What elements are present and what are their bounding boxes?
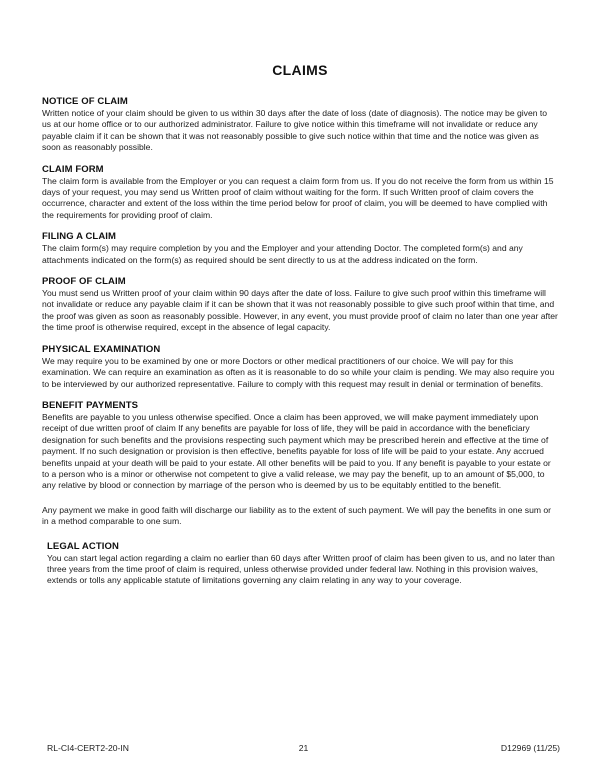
section-paragraph: Benefits are payable to you unless otherwise specified. Once a claim has been approved, we will make payment immediately upon receipt of due written proof of claim If any benefits are payable for loss of life, they will be paid in accordance with the beneficiary designation for such benefits and the provisions respecting such payment which may be prescribed herein and effective at the time of payment. If no such designation or provision is then effective, benefits payable for loss of life will be paid to your estate. Any accrued benefits unpaid at your death will be paid to your estate. All other benefits will be paid to you. If any benefit is payable to your estate or to a person who is a minor or otherwise not competent to give a valid release, we may pay the benefit, up to an amount of $5,000, to any relative by blood or connection by marriage of the person who is deemed by us to be equitably entitled to the benefit. bbox=[42, 411, 551, 491]
page-title: CLAIMS bbox=[272, 62, 328, 78]
section-paragraph: The claim form is available from the Employer or you can request a claim form from us. If you do not receive the form from us within 15 days of your request, you may send us Written proof of claim without waiting for the form. If such Written proof of claim covers the occurrence, character and extent of the loss within the time period below for proof of claim, you will be deemed to have complied with the requirements for providing proof of claim. bbox=[42, 175, 554, 220]
section-paragraph: You must send us Written proof of your claim within 90 days after the date of loss. Failure to give such proof within this timeframe will not invalidate or reduce any payable claim if it can be shown that it was not reasonably possible to give such proof within that time, and the proof was given as soon as reasonably possible. However, in any event, you must provide proof of claim no later than one year after the time proof is otherwise required, except in the absence of legal capacity. bbox=[42, 288, 558, 333]
section-notice-of-claim bbox=[42, 96, 558, 154]
section-benefit-payments bbox=[42, 400, 558, 528]
footer-doc-code: D12969 (11/25) bbox=[500, 743, 560, 753]
section-paragraph: You can start legal action regarding a claim no earlier than 60 days after Written proof of claim has been given to us, and no later than three years from the time proof of claim is required, unless otherwise provided under federal law. Nothing in this provision waives, extends or tolls any applicable statute of limitations governing any claim relating in any way to your coverage. bbox=[47, 552, 555, 586]
section-heading: PHYSICAL EXAMINATION bbox=[42, 343, 161, 355]
section-heading: NOTICE OF CLAIM bbox=[42, 96, 128, 107]
section-heading: BENEFIT PAYMENTS bbox=[42, 399, 139, 411]
section-heading: CLAIM FORM bbox=[42, 163, 104, 175]
page-footer bbox=[42, 743, 560, 753]
section-legal-action bbox=[42, 541, 558, 587]
section-paragraph: We may require you to be examined by one or more Doctors or other medical practitioners of our choice. We will pay for this examination. We can require an examination as often as it is reasonable to do so while your claim is pending. We may also require you to be interviewed by our authorized representative. Failure to comply with this request may result in denial or termination of benefits. bbox=[42, 355, 555, 389]
section-heading: FILING A CLAIM bbox=[42, 231, 117, 243]
section-heading: LEGAL ACTION bbox=[47, 540, 119, 552]
section-paragraph: Written notice of your claim should be given to us within 30 days after the date of loss (date of diagnosis). The notice may be given to us at our home office or to our authorized administrator. Failure to give notice within this timeframe will not invalidate or reduce any payable claim if it can be shown that it was not reasonably possible to give such notice within that time and the notice was given as soon as reasonably possible. bbox=[42, 108, 548, 153]
section-proof-of-claim bbox=[42, 276, 558, 334]
section-physical-examination bbox=[42, 344, 558, 390]
section-paragraph: The claim form(s) may require completion by you and the Employer and your attending Doctor. The completed form(s) and any attachments indicated on the form(s) as required should be sent directly to us at the address indicated on the form. bbox=[42, 243, 523, 265]
section-heading: PROOF OF CLAIM bbox=[42, 276, 126, 288]
footer-form-number: RL-CI4-CERT2-20-IN bbox=[47, 743, 129, 753]
section-filing-a-claim bbox=[42, 231, 558, 266]
footer-page-number: 21 bbox=[298, 743, 309, 753]
section-paragraph: Any payment we make in good faith will discharge our liability as to the extent of such payment. We will pay the benefits in one sum or in a method comparable to one sum. bbox=[42, 504, 552, 527]
section-claim-form bbox=[42, 164, 558, 222]
